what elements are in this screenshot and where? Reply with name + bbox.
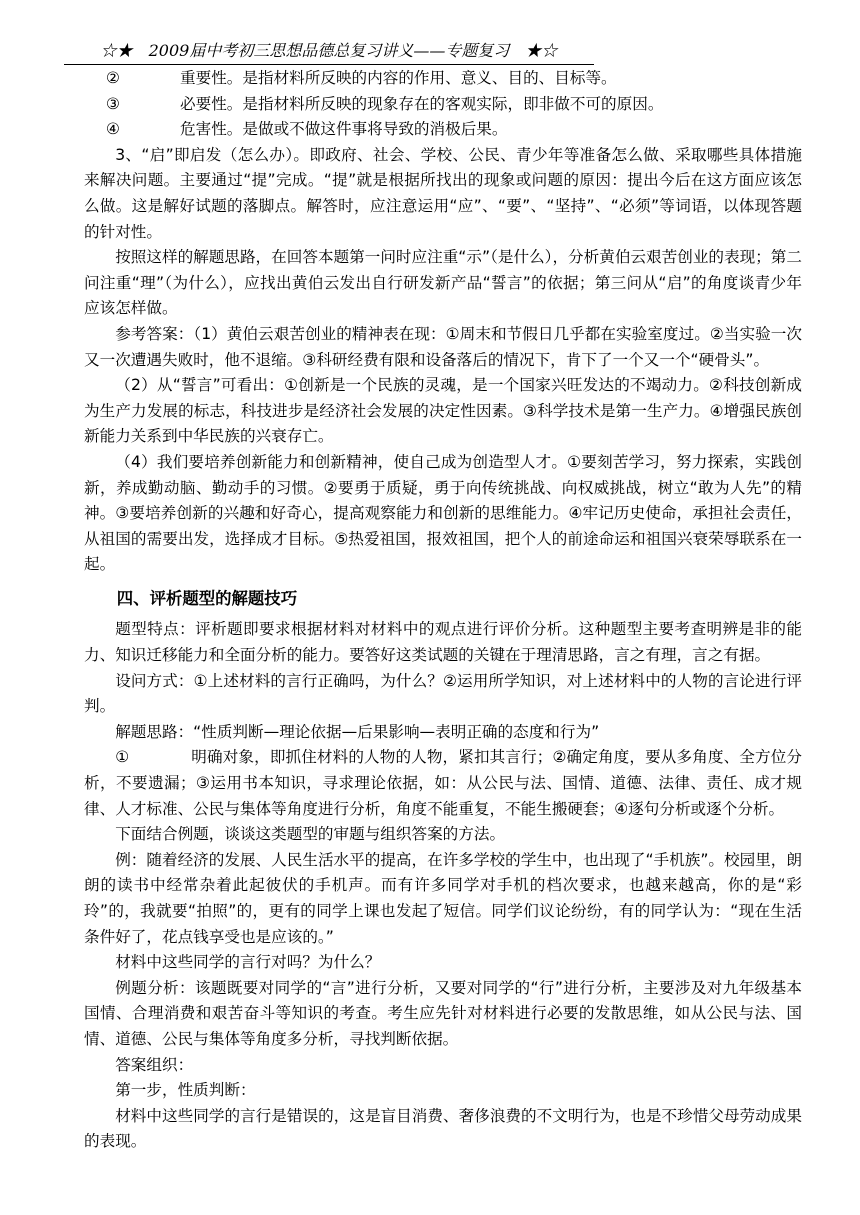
list-marker: ③ bbox=[106, 94, 120, 113]
steps-text: 明确对象，即抓住材料的人物的人物，紧扣其言行；②确定角度，要从多角度、全方位分析，不要遗漏；③运用书本知识，寻求理论依据，如：从公民与法、国情、道德、法律、责任、成才规律、人才标准、公民与集体等角度进行分析，角度不能重复，不能生搬硬套；④逐句分析或逐个分析。 bbox=[84, 748, 802, 818]
list-text: 危害性。是做或不做这件事将导致的消极后果。 bbox=[180, 120, 508, 139]
paragraph-qi-explanation: 3、“启”即启发（怎么办）。即政府、社会、学校、公民、青少年等准备怎么做、采取哪些具体措施来解决问题。主要通过“提”完成。“提”就是根据所找出的现象或问题的原因：提出今后在这方面应该怎么做。这是解好试题的落脚点。解答时，应注意运用“应”、“要”、“坚持”、“必须”等词语，以体现答题的针对性。 bbox=[84, 145, 802, 241]
document-body bbox=[84, 66, 802, 1155]
paragraph-answer-2: （2）从“誓言”可看出：①创新是一个民族的灵魂，是一个国家兴旺发达的不竭动力。②科技创新成为生产力发展的标志，科技进步是经济社会发展的决定性因素。③科学技术是第一生产力。④增强民族创新能力关系到中华民族的兴衰存亡。 bbox=[84, 376, 802, 446]
list-item bbox=[84, 117, 802, 143]
paragraph-approach: 按照这样的解题思路，在回答本题第一问时应注重“示”（是什么），分析黄伯云艰苦创业的表现；第二问注重“理”（为什么），应找出黄伯云发出自行研发新产品“誓言”的依据；第三问从“启”的角度谈青少年应该怎样做。 bbox=[84, 248, 802, 318]
list-text: 重要性。是指材料所反映的内容的作用、意义、目的、目标等。 bbox=[180, 69, 617, 87]
list-item bbox=[84, 92, 802, 118]
list-marker: ② bbox=[106, 69, 120, 87]
list-item bbox=[84, 66, 802, 92]
paragraph-answer-1: 参考答案：（1）黄伯云艰苦创业的精神表在现：①周末和节假日几乎都在实验室度过。②当实验一次又一次遭遇失败时，他不退缩。③科研经费有限和设备落后的情况下，肯下了一个又一个“硬骨头”。 bbox=[84, 324, 802, 369]
paragraph-answer-4: （4）我们要培养创新能力和创新精神，使自己成为创造型人才。①要刻苦学习，努力探索，实践创新，养成勤动脑、勤动手的习惯。②要勇于质疑，勇于向传统挑战、向权威挑战，树立“敢为人先”的精神。③要培养创新的兴趣和好奇心，提高观察能力和创新的思维能力。④牢记历史使命，承担社会责任，从祖国的需要出发，选择成才目标。⑤热爱祖国，报效祖国，把个人的前途命运和祖国兴衰荣辱联系在一起。 bbox=[84, 452, 802, 574]
paragraph-answer-org: 答案组织： bbox=[115, 1055, 194, 1074]
paragraph-step-one-content: 材料中这些同学的言行是错误的，这是盲目消费、奢侈浪费的不文明行为，也是不珍惜父母劳动成果的表现。 bbox=[84, 1106, 802, 1151]
section-heading: 四、评析题型的解题技巧 bbox=[116, 588, 298, 608]
steps-marker: ① bbox=[115, 748, 130, 767]
page-header: ☆★ 2009届中考初三思想品德总复习讲义——专题复习 ★☆ bbox=[64, 38, 594, 65]
paragraph-example-intro: 下面结合例题，谈谈这类题型的审题与组织答案的方法。 bbox=[115, 825, 506, 844]
paragraph-example-analysis: 例题分析：该题既要对同学的“言”进行分析，又要对同学的“行”进行分析，主要涉及对九年级基本国情、合理消费和艰苦奋斗等知识的考查。考生应先针对材料进行必要的发散思维，如从公民与法、国情、道德、公民与集体等角度多分析，寻找判断依据。 bbox=[84, 978, 802, 1048]
paragraph-example-question: 材料中这些同学的言行对吗？为什么？ bbox=[115, 953, 381, 972]
paragraph-steps bbox=[84, 745, 802, 822]
paragraph-type-features: 题型特点：评析题即要求根据材料对材料中的观点进行评价分析。这种题型主要考查明辨是非的能力、知识迁移能力和全面分析的能力。要答好这类试题的关键在于理清思路，言之有理，言之有据。 bbox=[84, 620, 802, 665]
paragraph-question-style: 设问方式：①上述材料的言行正确吗，为什么？②运用所学知识，对上述材料中的人物的言论进行评判。 bbox=[84, 671, 802, 716]
paragraph-solving-idea: 解题思路：“性质判断—理论依据—后果影响—表明正确的态度和行为” bbox=[115, 722, 600, 741]
list-text: 必要性。是指材料所反映的现象存在的客观实际，即非做不可的原因。 bbox=[180, 94, 664, 113]
list-marker: ④ bbox=[106, 120, 120, 139]
paragraph-step-one: 第一步，性质判断： bbox=[115, 1081, 256, 1100]
paragraph-example: 例：随着经济的发展、人民生活水平的提高，在许多学校的学生中，也出现了“手机族”。校园里，朗朗的读书中经常杂着此起彼伏的手机声。而有许多同学对手机的档次要求，也越来越高，你的是“彩玲”的，我就要“拍照”的，更有的同学上课也发起了短信。同学们议论纷纷，有的同学认为：“现在生活条件好了，花点钱享受也是应该的。” bbox=[84, 850, 802, 946]
